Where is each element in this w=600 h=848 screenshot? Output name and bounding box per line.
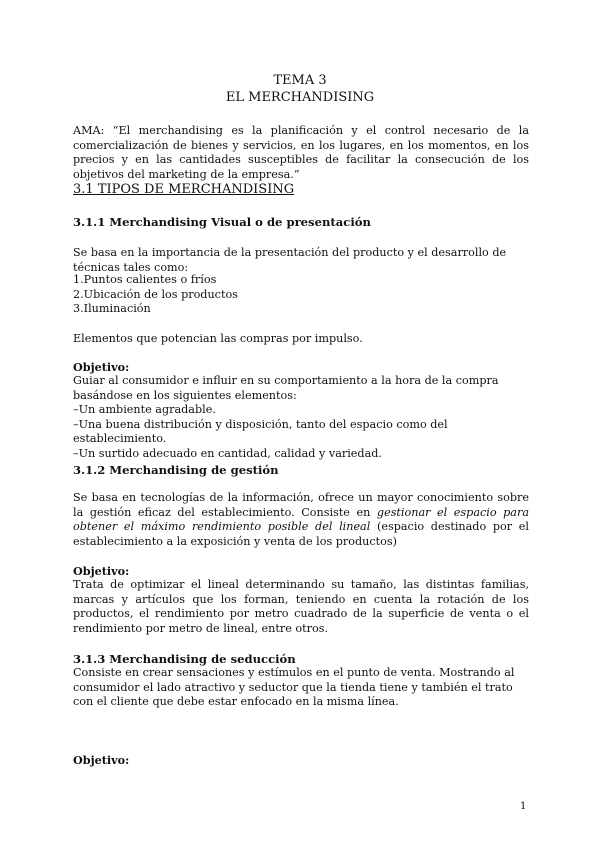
paragraph-3-1-2	[73, 491, 529, 549]
objective-list-3-1-1	[73, 403, 529, 461]
list-item: –Un surtido adecuado en cantidad, calidad y variedad.	[73, 446, 382, 460]
paragraph-impulse: Elementos que potencian las compras por impulso.	[73, 332, 363, 345]
paragraph-3-1-1: Se basa en la importancia de la presentación del producto y el desarrollo de técnicas tales como:	[73, 246, 507, 274]
objective-text-3-1-2: Trata de optimizar el lineal determinando su tamaño, las distintas familias, marcas y artículos que los forman, teniendo en cuenta la rotación de los productos, el rendimiento por metro cuadrado de la superficie de venta o el rendimiento por metro de lineal, entre otros.	[73, 578, 529, 635]
paragraph-3-1-2-italic: gestionar el espacio para obtener el máximo rendimiento posible del lineal	[73, 505, 529, 534]
objective-text-3-1-1: Guiar al consumidor e influir en su comportamiento a la hora de la compra basándose en los siguientes elementos:	[73, 374, 499, 402]
list-item: –Un ambiente agradable.	[73, 403, 216, 416]
paragraph-3-1-2-part1: Se basa en tecnologías de la información, ofrece un mayor conocimiento sobre la gestión eficaz del establecimiento. Consiste en	[73, 491, 529, 519]
heading-3-1-3: 3.1.3 Merchandising de seducción	[73, 652, 296, 666]
intro-quote: AMA: “El merchandising es la planificación y el control necesario de la comercialización de bienes y servicios, en los lugares, en los momentos, en los precios y en las cantidades susceptibles de facilitar la consecución de los objetivos del marketing de la empresa.”	[73, 124, 529, 181]
list-item: 2.Ubicación de los productos	[73, 287, 238, 301]
section-title-tipos: 3.1 TIPOS DE MERCHANDISING	[73, 182, 295, 197]
title-line-2: EL MERCHANDISING	[225, 90, 375, 105]
document-title	[0, 72, 600, 106]
objective-label-3-1-2: Objetivo:	[73, 564, 130, 578]
objective-label-3-1-3: Objetivo:	[73, 753, 130, 767]
paragraph-3-1-3: Consiste en crear sensaciones y estímulos en el punto de venta. Mostrando al consumidor el lado atractivo y seductor que la tienda tiene y también el trato con el cliente que debe estar enfocado en la misma línea.	[73, 666, 515, 709]
paragraph-3-1-2-part2: (espacio destinado por el establecimiento a la exposición y venta de los productos)	[73, 520, 529, 548]
list-item: –Una buena distribución y disposición, tanto del espacio como del establecimiento.	[73, 417, 448, 446]
list-item: 3.Iluminación	[73, 302, 151, 316]
objective-label-3-1-1: Objetivo:	[73, 360, 130, 374]
heading-3-1-2: 3.1.2 Merchandising de gestión	[73, 463, 279, 477]
list-item: 1.Puntos calientes o fríos	[73, 273, 217, 286]
heading-3-1-1: 3.1.1 Merchandising Visual o de presentación	[73, 215, 371, 229]
title-line-1: TEMA 3	[273, 73, 327, 88]
page-number: 1	[520, 801, 527, 812]
list-3-1-1	[73, 273, 529, 317]
